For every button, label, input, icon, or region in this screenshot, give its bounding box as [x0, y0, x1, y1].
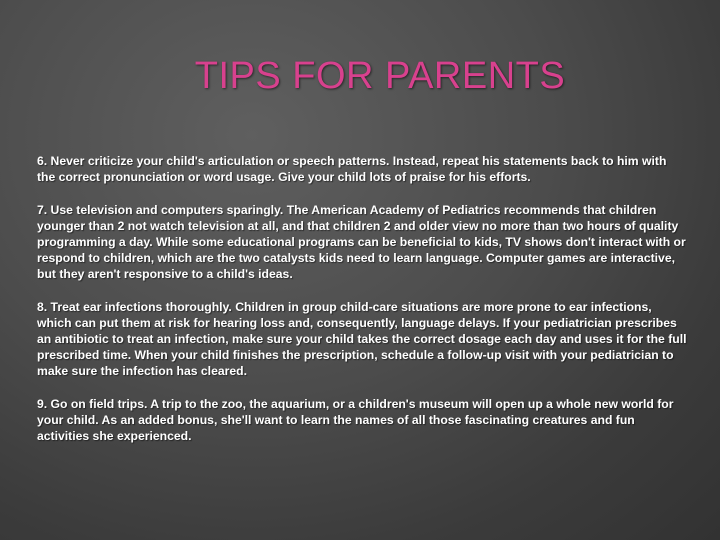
slide-content [37, 153, 687, 461]
slide-title: TIPS FOR PARENTS [194, 55, 566, 97]
tip-8-paragraph: 8. Treat ear infections thoroughly. Children in group child-care situations are more prone to ear infections, which can put them at risk for hearing loss and, consequently, language delays. If your pediatrician prescribes an antibiotic to treat an infection, make sure your child takes the correct dosage each day and uses it for the full prescribed time. When your child finishes the prescription, schedule a follow-up visit with your pediatrician to make sure the infection has cleared. [37, 300, 687, 378]
tip-7-paragraph: 7. Use television and computers sparingly. The American Academy of Pediatrics recommends that children younger than 2 not watch television at all, and that children 2 and older view no more than two hours of quality programming a day. While some educational programs can be beneficial to kids, TV shows don't interact with or respond to children, which are the two catalysts kids need to learn language. Computer games are interactive, but they aren't responsive to a child's ideas. [37, 203, 686, 281]
tip-9-paragraph: 9. Go on field trips. A trip to the zoo, the aquarium, or a children's museum will open up a whole new world for your child. As an added bonus, she'll want to learn the names of all those fascinating creatures and fun activities she experienced. [37, 397, 674, 443]
tip-6-paragraph: 6. Never criticize your child's articulation or speech patterns. Instead, repeat his statements back to him with the correct pronunciation or word usage. Give your child lots of praise for his efforts. [37, 154, 667, 184]
